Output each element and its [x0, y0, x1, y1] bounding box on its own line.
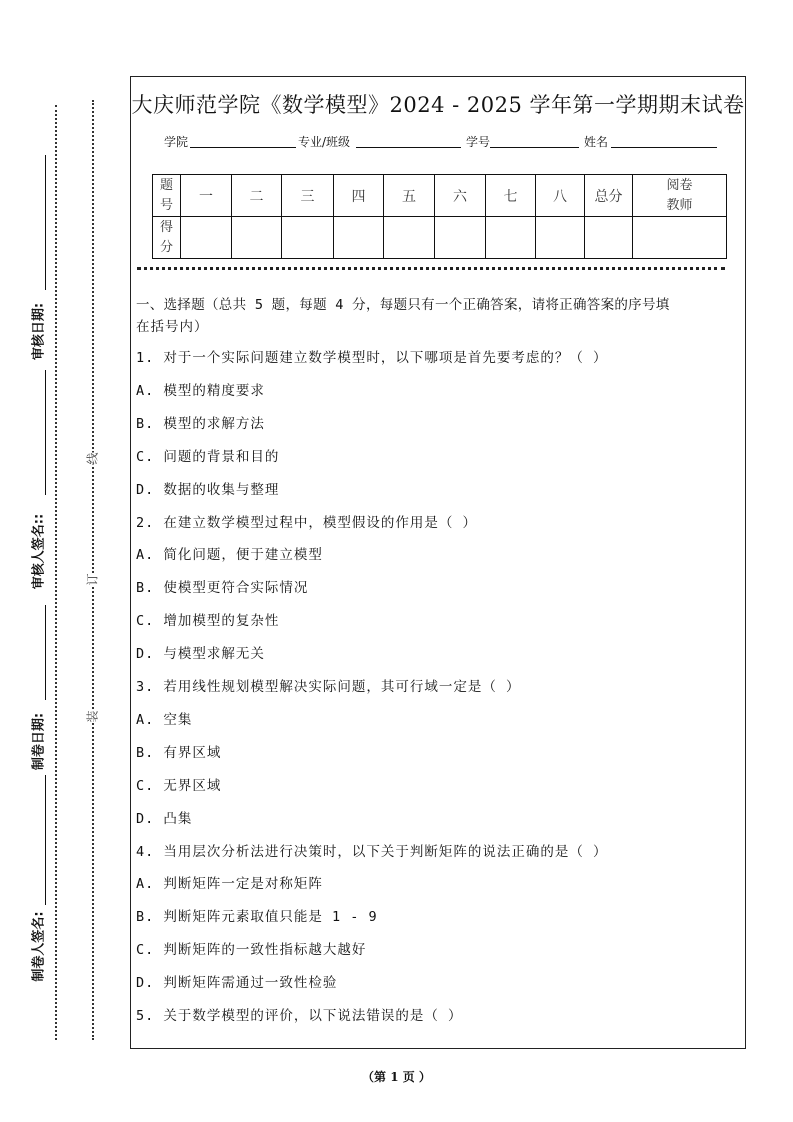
paper-maker-signature-label: 制卷人签名: — [31, 911, 47, 982]
question-stem: 1. 对于一个实际问题建立数学模型时，以下哪项是首先要考虑的？（ ） — [136, 350, 608, 366]
label-char: 分 — [159, 239, 173, 255]
binding-dotted-line-outer — [55, 105, 57, 1040]
answer-option: B. 模型的求解方法 — [136, 415, 265, 432]
answer-option: C. 无界区域 — [136, 777, 222, 794]
col-header: 二 — [232, 175, 282, 217]
answer-option: C. 问题的背景和目的 — [136, 448, 280, 465]
question-stem: 3. 若用线性规划模型解决实际问题，其可行域一定是（ ） — [136, 679, 521, 695]
score-table — [152, 174, 727, 259]
section-intro: 在括号内） — [136, 319, 209, 335]
answer-option: D. 与模型求解无关 — [136, 646, 265, 663]
binding-dotted-line-inner — [92, 100, 94, 1040]
label-char: 得 — [159, 219, 173, 235]
answer-option: D. 数据的收集与整理 — [136, 481, 280, 498]
row-label-question — [153, 175, 181, 217]
name-field[interactable] — [611, 147, 717, 148]
score-cell[interactable] — [633, 217, 727, 259]
binding-char-ding: 订 — [83, 573, 102, 585]
col-header: 一 — [181, 175, 232, 217]
answer-option: A. 判断矩阵一定是对称矩阵 — [136, 876, 323, 893]
answer-option: B. 使模型更符合实际情况 — [136, 580, 309, 597]
answer-option: C. 增加模型的复杂性 — [136, 613, 280, 630]
binding-char-zhuang: 装 — [83, 710, 102, 722]
score-cell[interactable] — [181, 217, 232, 259]
answer-option: B. 有界区域 — [136, 744, 222, 761]
exam-title: 大庆师范学院《数学模型》2024 - 2025 学年第一学期期末试卷 — [131, 93, 745, 117]
col-header: 八 — [536, 175, 585, 217]
col-header: 七 — [486, 175, 536, 217]
student-id-label: 学号 — [466, 135, 491, 149]
score-cell[interactable] — [282, 217, 334, 259]
question-number-row — [153, 175, 727, 217]
reviewer-signature-label: 审核人签名:: — [31, 513, 47, 590]
score-cell[interactable] — [585, 217, 633, 259]
answer-option: B. 判断矩阵元素取值只能是 1 - 9 — [136, 909, 378, 926]
grader-text: 教师 — [666, 197, 693, 213]
college-field[interactable] — [190, 147, 296, 148]
score-cell[interactable] — [536, 217, 585, 259]
dotted-separator — [137, 267, 725, 270]
review-date-label: 审核日期: — [31, 302, 47, 361]
label-char: 题 — [159, 177, 173, 193]
score-cell[interactable] — [334, 217, 384, 259]
answer-option: A. 模型的精度要求 — [136, 382, 265, 399]
row-label-score — [153, 217, 181, 259]
score-row — [153, 217, 727, 259]
answer-option: C. 判断矩阵的一致性指标越大越好 — [136, 942, 367, 959]
col-header: 六 — [435, 175, 486, 217]
answer-option: A. 简化问题，便于建立模型 — [136, 547, 323, 564]
col-header: 四 — [334, 175, 384, 217]
major-class-field[interactable] — [356, 147, 461, 148]
col-header-grader — [633, 175, 727, 217]
answer-option: D. 凸集 — [136, 810, 193, 827]
exam-frame — [130, 76, 746, 1049]
score-cell[interactable] — [232, 217, 282, 259]
col-header: 三 — [282, 175, 334, 217]
col-header: 五 — [384, 175, 435, 217]
score-cell[interactable] — [384, 217, 435, 259]
college-label: 学院 — [164, 135, 189, 149]
student-id-field[interactable] — [490, 147, 579, 148]
grader-text: 阅卷 — [666, 177, 693, 193]
question-stem: 2. 在建立数学模型过程中，模型假设的作用是（ ） — [136, 514, 478, 531]
label-char: 号 — [159, 197, 173, 213]
paper-date-label: 制卷日期: — [31, 712, 47, 771]
major-class-label: 专业/班级 — [298, 135, 351, 149]
section-intro: 一、选择题（总共 5 题，每题 4 分，每题只有一个正确答案，请将正确答案的序号填 — [136, 297, 670, 313]
question-stem: 5. 关于数学模型的评价，以下说法错误的是（ ） — [136, 1008, 463, 1024]
answer-option: A. 空集 — [136, 711, 193, 728]
score-cell[interactable] — [486, 217, 536, 259]
name-label: 姓名 — [584, 135, 609, 149]
score-cell[interactable] — [435, 217, 486, 259]
answer-option: D. 判断矩阵需通过一致性检验 — [136, 975, 338, 992]
binding-char-xian: 线 — [83, 452, 102, 464]
col-header-total: 总分 — [585, 175, 633, 217]
page-number: （第 1 页 ） — [362, 1070, 431, 1084]
signature-line — [45, 155, 46, 290]
question-stem: 4. 当用层次分析法进行决策时，以下关于判断矩阵的说法正确的是（ ） — [136, 843, 608, 860]
